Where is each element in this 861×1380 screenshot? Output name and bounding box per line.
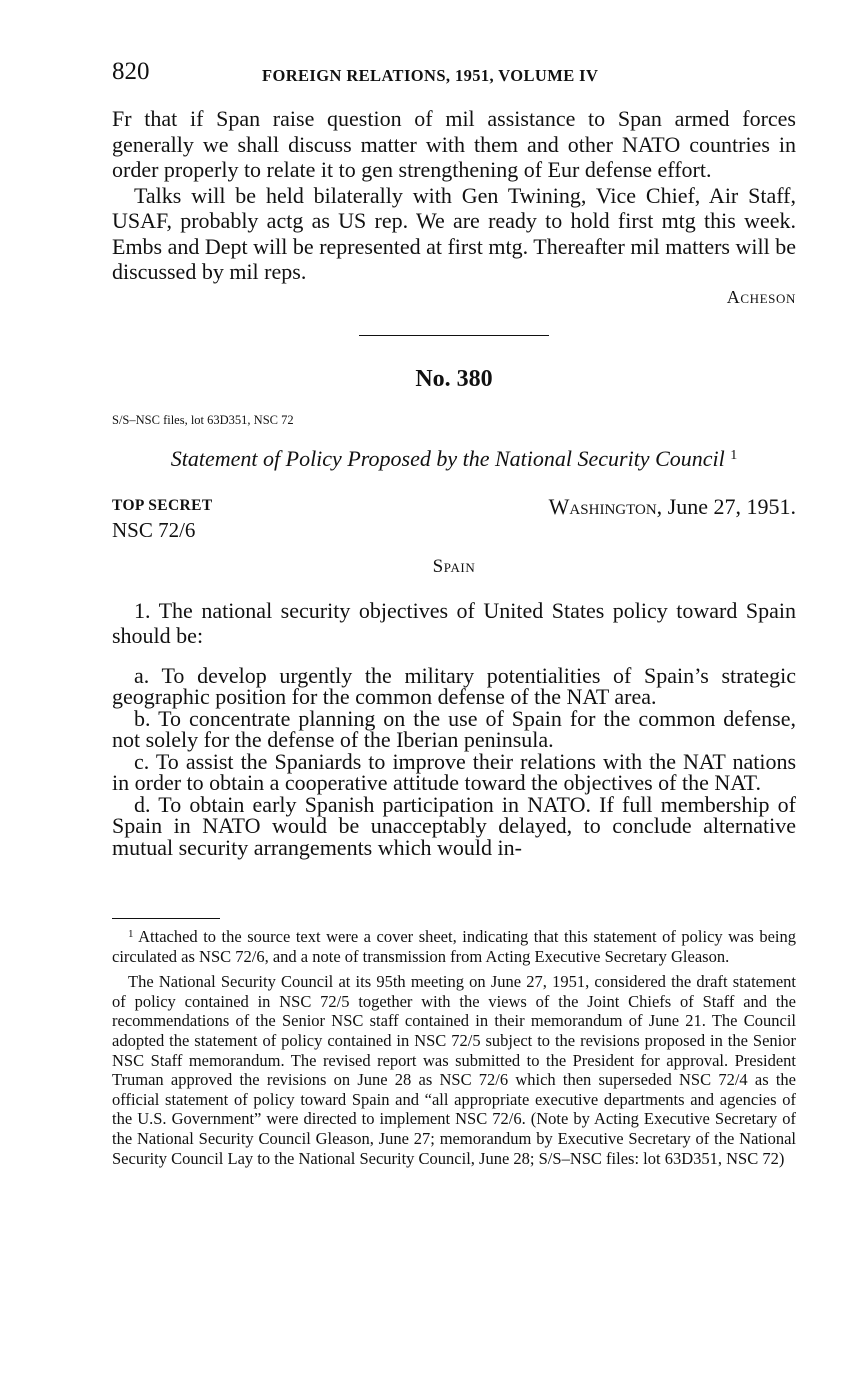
document-separator-rule [359,335,549,336]
footnote-marker: 1 [128,928,134,940]
source-note: S/S–NSC files, lot 63D351, NSC 72 [112,412,294,427]
footnote-rule [112,918,220,919]
section-heading: Spain [432,555,476,577]
objective-item: c. To assist the Spaniards to improve their relations with the NAT nations in order to obtain a cooperative attitude toward the objectives of the NAT. [112,748,796,795]
running-head: FOREIGN RELATIONS, 1951, VOLUME IV [262,66,599,85]
date: , June 27, 1951. [656,493,796,519]
document-title [112,446,796,472]
objective-item: d. To obtain early Spanish participation in NATO. If full membership of Spain in NATO would be unacceptably delayed, to conclude alternative mutual security arrangements which would in- [112,791,796,860]
policy-paragraph: 1. The national security objectives of United States policy toward Spain should be: [112,597,796,648]
footnote-reference: 1 [730,447,738,463]
document-number: No. 380 [415,365,493,392]
page-number: 820 [112,58,150,85]
place: Washington [548,493,657,519]
document-title-text: Statement of Policy Proposed by the National Security Council [170,445,725,471]
footnote [112,925,796,966]
objective-item: a. To develop urgently the military potentialities of Spain’s strategic geographic position for the common defense of the NAT area. [112,662,796,709]
signature: Acheson [726,286,796,307]
objectives-list [112,662,796,860]
classification-row [112,494,796,544]
previous-document-paragraph: Fr that if Span raise question of mil assistance to Span armed forces generally we shall discuss matter with them and other NATO countries in order properly to relate it to gen strengthening of Eur defense effort. [112,106,796,182]
document-page [112,52,796,1168]
objective-item: b. To concentrate planning on the use of Spain for the common defense, not solely for the defense of the Iberian peninsula. [112,705,796,752]
page-header [112,52,796,90]
previous-document-paragraph: Talks will be held bilaterally with Gen Twining, Vice Chief, Air Staff, USAF, probably actg as US rep. We are ready to hold first mtg this week. Embs and Dept will be represented at first mtg. Thereafter mil matters will be discussed by mil reps. [112,182,796,284]
document-id: NSC 72/6 [112,517,196,542]
footnote-continuation: The National Security Council at its 95th meeting on June 27, 1951, considered the draft statement of policy contained in NSC 72/5 together with the views of the Joint Chiefs of Staff and the recommendations of the Senior NSC staff contained in their memorandum of June 21. The Council adopted the statement of policy contained in NSC 72/5 subject to the revisions proposed in the Senior NSC Staff memorandum. The revised report was submitted to the President for approval. President Truman approved the revisions on June 28 as NSC 72/6 which then superseded NSC 72/4 as the official statement of policy toward Spain and “all appropriate executive departments and agencies of the U.S. Government” were directed to implement NSC 72/6. (Note by Acting Executive Secretary of the National Security Council Gleason, June 27; memorandum by Executive Secretary of the National Security Council Lay to the National Security Council, June 28; S/S–NSC files: lot 63D351, NSC 72) [112,972,796,1168]
footnote-text: Attached to the source text were a cover sheet, indicating that this statement of policy was being circulated as NSC 72/6, and a note of transmission from Acting Executive Secretary Gleason. [112,927,797,966]
place-date [549,494,796,520]
classification-label: TOP SECRET [112,496,213,514]
